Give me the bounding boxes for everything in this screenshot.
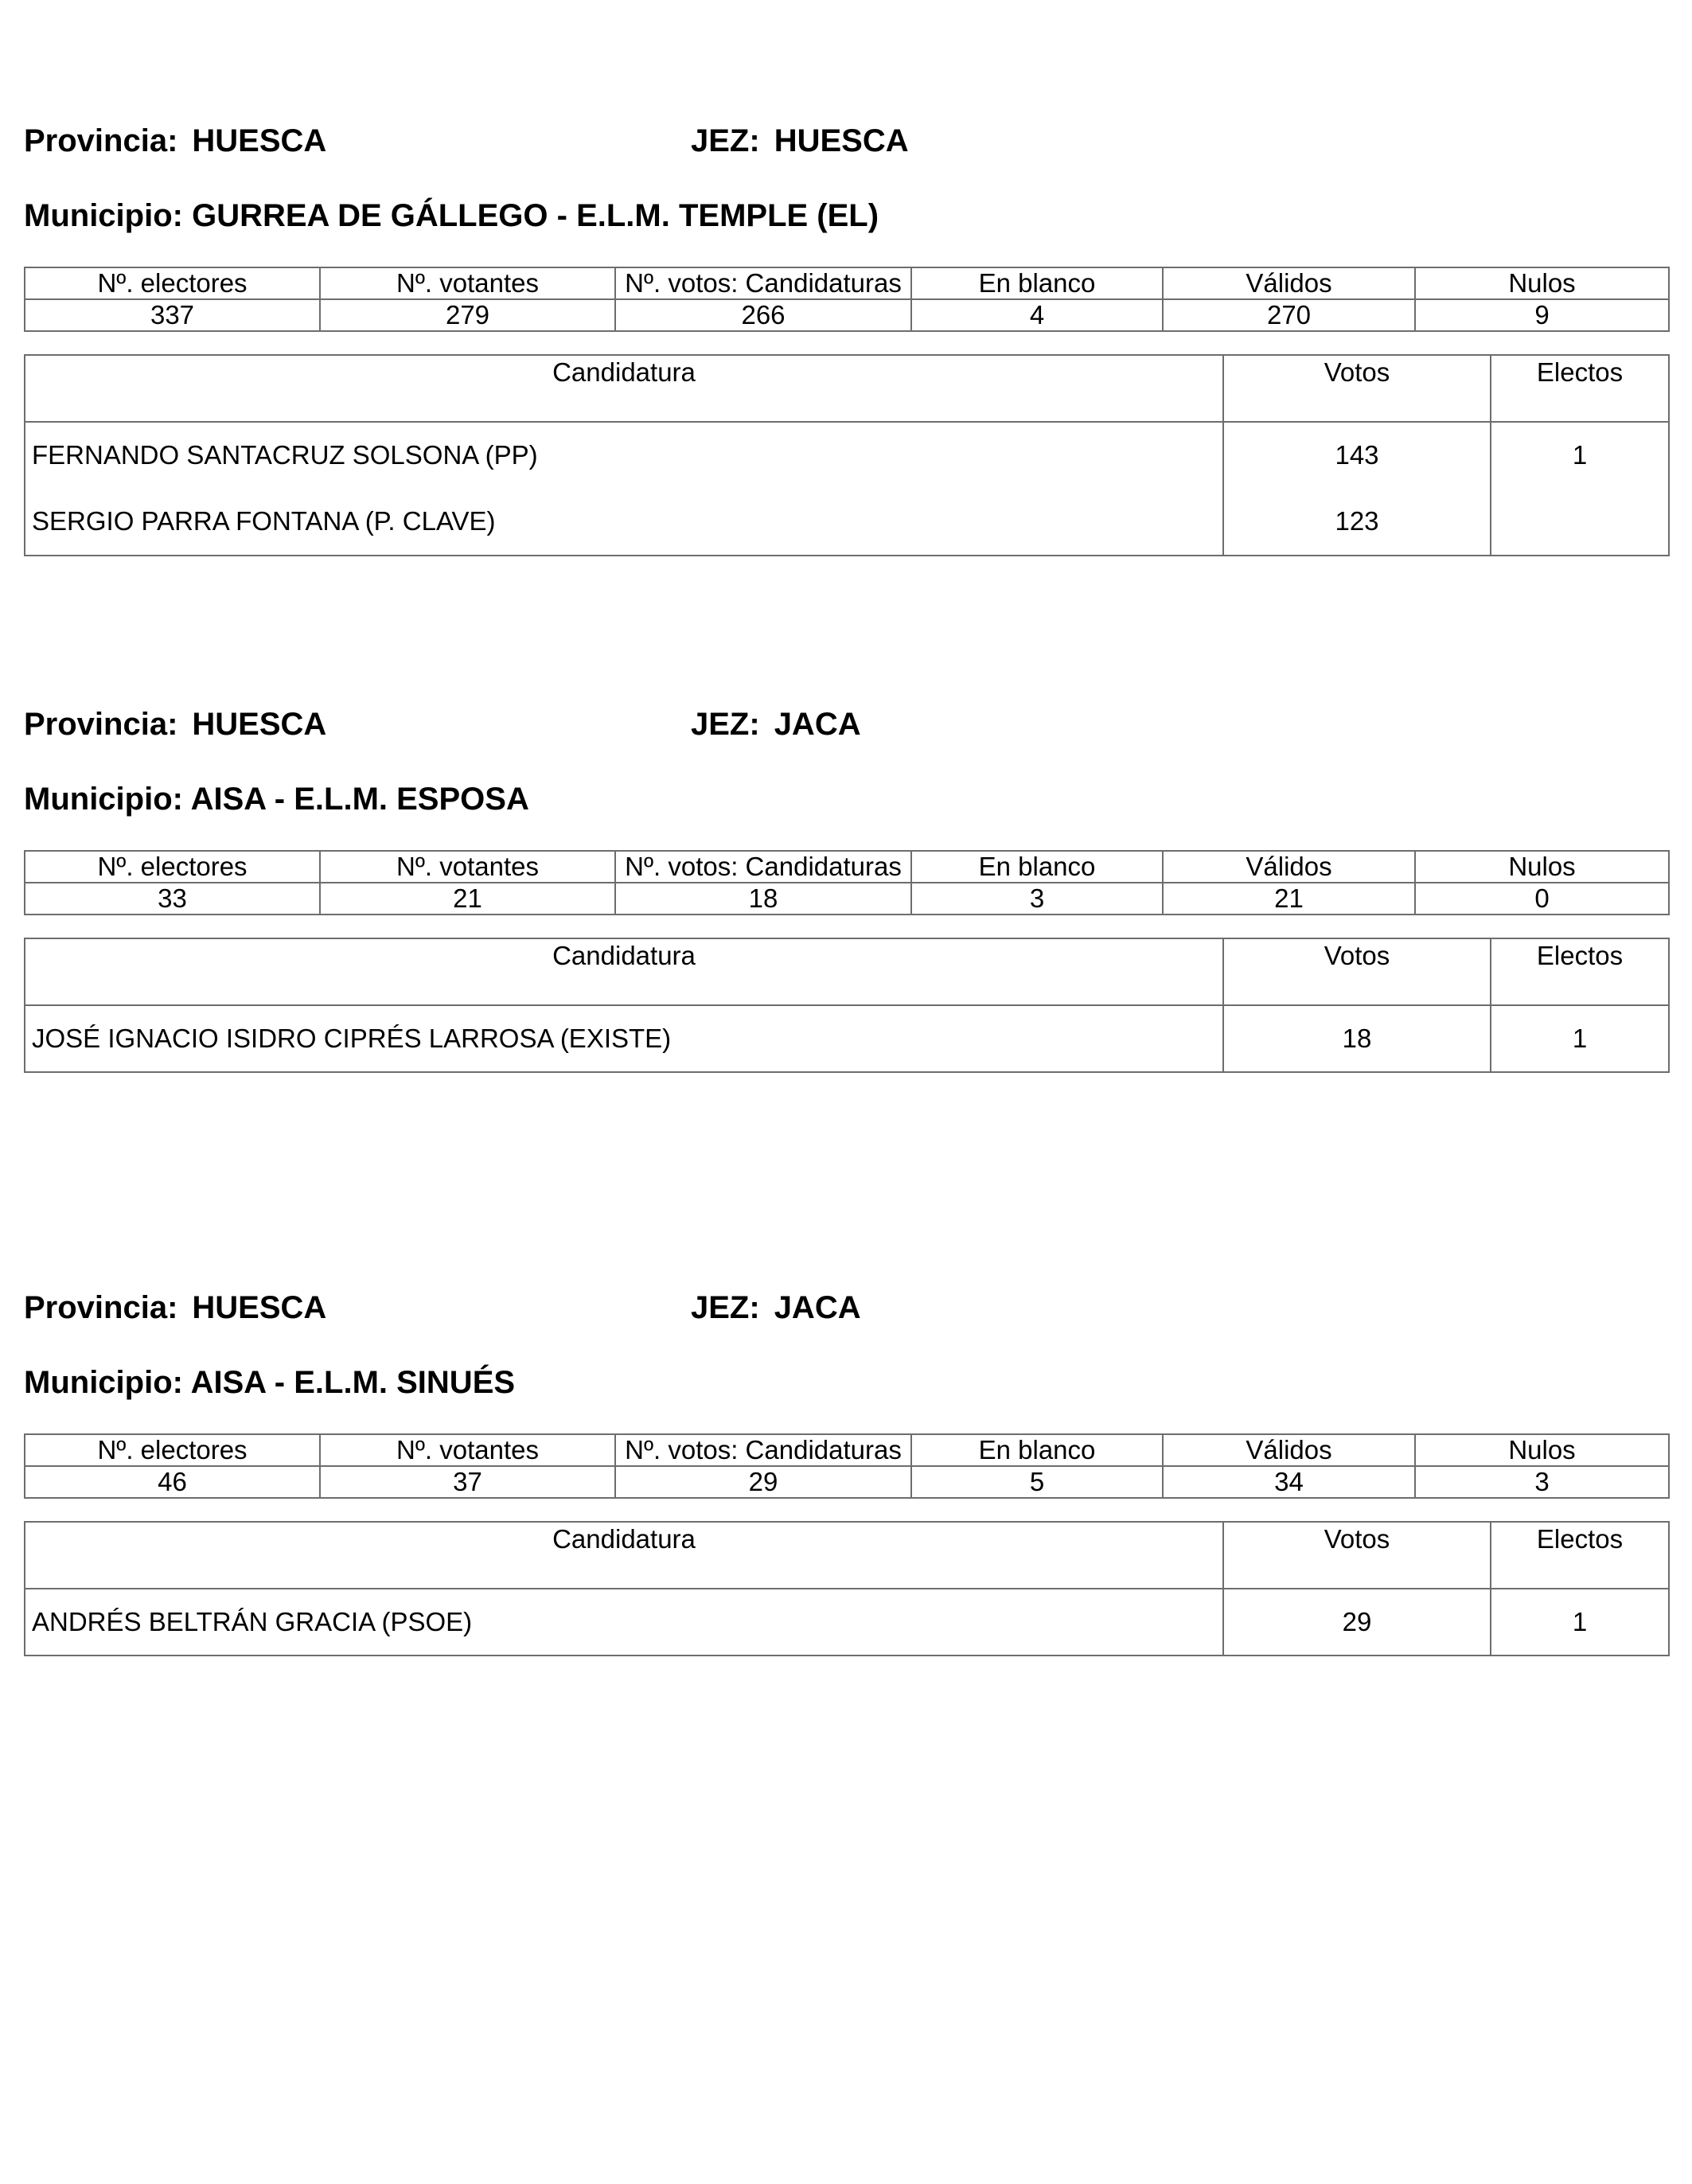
- candidates-header-row: [25, 1522, 1669, 1589]
- candidate-name: SERGIO PARRA FONTANA (P. CLAVE): [25, 488, 1223, 556]
- electos-header: Electos: [1491, 355, 1669, 422]
- candidate-electos: [1491, 488, 1669, 556]
- municipality-section: [24, 123, 1668, 536]
- votantes-value: 37: [320, 1466, 615, 1498]
- electores-value: 33: [25, 883, 320, 915]
- en-blanco-value: 5: [911, 1466, 1163, 1498]
- votos-candidaturas-header: Nº. votos: Candidaturas: [615, 267, 911, 299]
- votos-candidaturas-header: Nº. votos: Candidaturas: [615, 851, 911, 883]
- municipality-section: [24, 707, 1668, 1053]
- nulos-header: Nulos: [1415, 851, 1669, 883]
- candidates-table: [24, 354, 1670, 556]
- nulos-header: Nulos: [1415, 1434, 1669, 1466]
- section-header: [24, 1290, 1668, 1338]
- validos-value: 34: [1163, 1466, 1415, 1498]
- en-blanco-header: En blanco: [911, 267, 1163, 299]
- stats-header-row: [25, 851, 1669, 883]
- candidate-row: [25, 488, 1669, 556]
- electores-header: Nº. electores: [25, 267, 320, 299]
- stats-value-row: [25, 883, 1669, 915]
- stats-header-row: [25, 267, 1669, 299]
- municipio-value: AISA - E.L.M. ESPOSA: [190, 782, 529, 817]
- votantes-value: 279: [320, 299, 615, 331]
- votantes-header: Nº. votantes: [320, 851, 615, 883]
- votos-candidaturas-value: 29: [615, 1466, 911, 1498]
- votos-header: Votos: [1223, 1522, 1491, 1589]
- municipio: Municipio: GURREA DE GÁLLEGO - E.L.M. TEMPLE (EL): [24, 198, 879, 233]
- candidate-row: [25, 1005, 1669, 1072]
- candidate-row: [25, 422, 1669, 488]
- municipio: Municipio: AISA - E.L.M. SINUÉS: [24, 1365, 516, 1400]
- candidate-votos: 29: [1223, 1589, 1491, 1656]
- validos-value: 21: [1163, 883, 1415, 915]
- nulos-header: Nulos: [1415, 267, 1669, 299]
- provincia-value: HUESCA: [192, 1290, 327, 1325]
- jez: JEZ: HUESCA: [691, 123, 909, 158]
- en-blanco-value: 4: [911, 299, 1163, 331]
- candidate-electos: 1: [1491, 422, 1669, 488]
- validos-value: 270: [1163, 299, 1415, 331]
- candidates-header-row: [25, 355, 1669, 422]
- votos-header: Votos: [1223, 938, 1491, 1005]
- votos-header: Votos: [1223, 355, 1491, 422]
- provincia-value: HUESCA: [192, 123, 327, 158]
- candidates-table: [24, 1521, 1670, 1656]
- electos-header: Electos: [1491, 938, 1669, 1005]
- jez-value: HUESCA: [774, 123, 909, 158]
- validos-header: Válidos: [1163, 851, 1415, 883]
- electores-header: Nº. electores: [25, 851, 320, 883]
- jez: JEZ: JACA: [691, 1290, 861, 1325]
- jez: JEZ: JACA: [691, 707, 861, 742]
- electores-value: 46: [25, 1466, 320, 1498]
- electores-value: 337: [25, 299, 320, 331]
- candidate-row: [25, 1589, 1669, 1656]
- en-blanco-header: En blanco: [911, 1434, 1163, 1466]
- municipality-section: [24, 1290, 1668, 1636]
- candidate-electos: 1: [1491, 1589, 1669, 1656]
- municipio-value: AISA - E.L.M. SINUÉS: [190, 1365, 516, 1400]
- votantes-header: Nº. votantes: [320, 1434, 615, 1466]
- provincia: Provincia: HUESCA: [24, 1290, 327, 1325]
- section-header: [24, 707, 1668, 755]
- en-blanco-header: En blanco: [911, 851, 1163, 883]
- candidate-name: FERNANDO SANTACRUZ SOLSONA (PP): [25, 422, 1223, 488]
- candidatura-header: Candidatura: [25, 1522, 1223, 1589]
- stats-table: [24, 850, 1670, 915]
- electos-header: Electos: [1491, 1522, 1669, 1589]
- nulos-value: 9: [1415, 299, 1669, 331]
- votantes-value: 21: [320, 883, 615, 915]
- candidate-votos: 143: [1223, 422, 1491, 488]
- stats-table: [24, 267, 1670, 332]
- provincia-value: HUESCA: [192, 707, 327, 742]
- electores-header: Nº. electores: [25, 1434, 320, 1466]
- en-blanco-value: 3: [911, 883, 1163, 915]
- candidatura-header: Candidatura: [25, 355, 1223, 422]
- stats-value-row: [25, 1466, 1669, 1498]
- votos-candidaturas-value: 266: [615, 299, 911, 331]
- votantes-header: Nº. votantes: [320, 267, 615, 299]
- nulos-value: 0: [1415, 883, 1669, 915]
- candidate-name: JOSÉ IGNACIO ISIDRO CIPRÉS LARROSA (EXISTE): [25, 1005, 1223, 1072]
- nulos-value: 3: [1415, 1466, 1669, 1498]
- candidate-votos: 123: [1223, 488, 1491, 556]
- stats-table: [24, 1433, 1670, 1499]
- candidate-electos: 1: [1491, 1005, 1669, 1072]
- stats-value-row: [25, 299, 1669, 331]
- jez-value: JACA: [774, 1290, 861, 1325]
- candidate-votos: 18: [1223, 1005, 1491, 1072]
- validos-header: Válidos: [1163, 1434, 1415, 1466]
- votos-candidaturas-header: Nº. votos: Candidaturas: [615, 1434, 911, 1466]
- municipio: Municipio: AISA - E.L.M. ESPOSA: [24, 782, 529, 817]
- section-header: [24, 123, 1668, 171]
- validos-header: Válidos: [1163, 267, 1415, 299]
- candidate-name: ANDRÉS BELTRÁN GRACIA (PSOE): [25, 1589, 1223, 1656]
- candidatura-header: Candidatura: [25, 938, 1223, 1005]
- stats-header-row: [25, 1434, 1669, 1466]
- provincia: Provincia: HUESCA: [24, 123, 327, 158]
- jez-value: JACA: [774, 707, 861, 742]
- municipio-value: GURREA DE GÁLLEGO - E.L.M. TEMPLE (EL): [192, 198, 879, 233]
- candidates-table: [24, 938, 1670, 1073]
- provincia: Provincia: HUESCA: [24, 707, 327, 742]
- votos-candidaturas-value: 18: [615, 883, 911, 915]
- candidates-header-row: [25, 938, 1669, 1005]
